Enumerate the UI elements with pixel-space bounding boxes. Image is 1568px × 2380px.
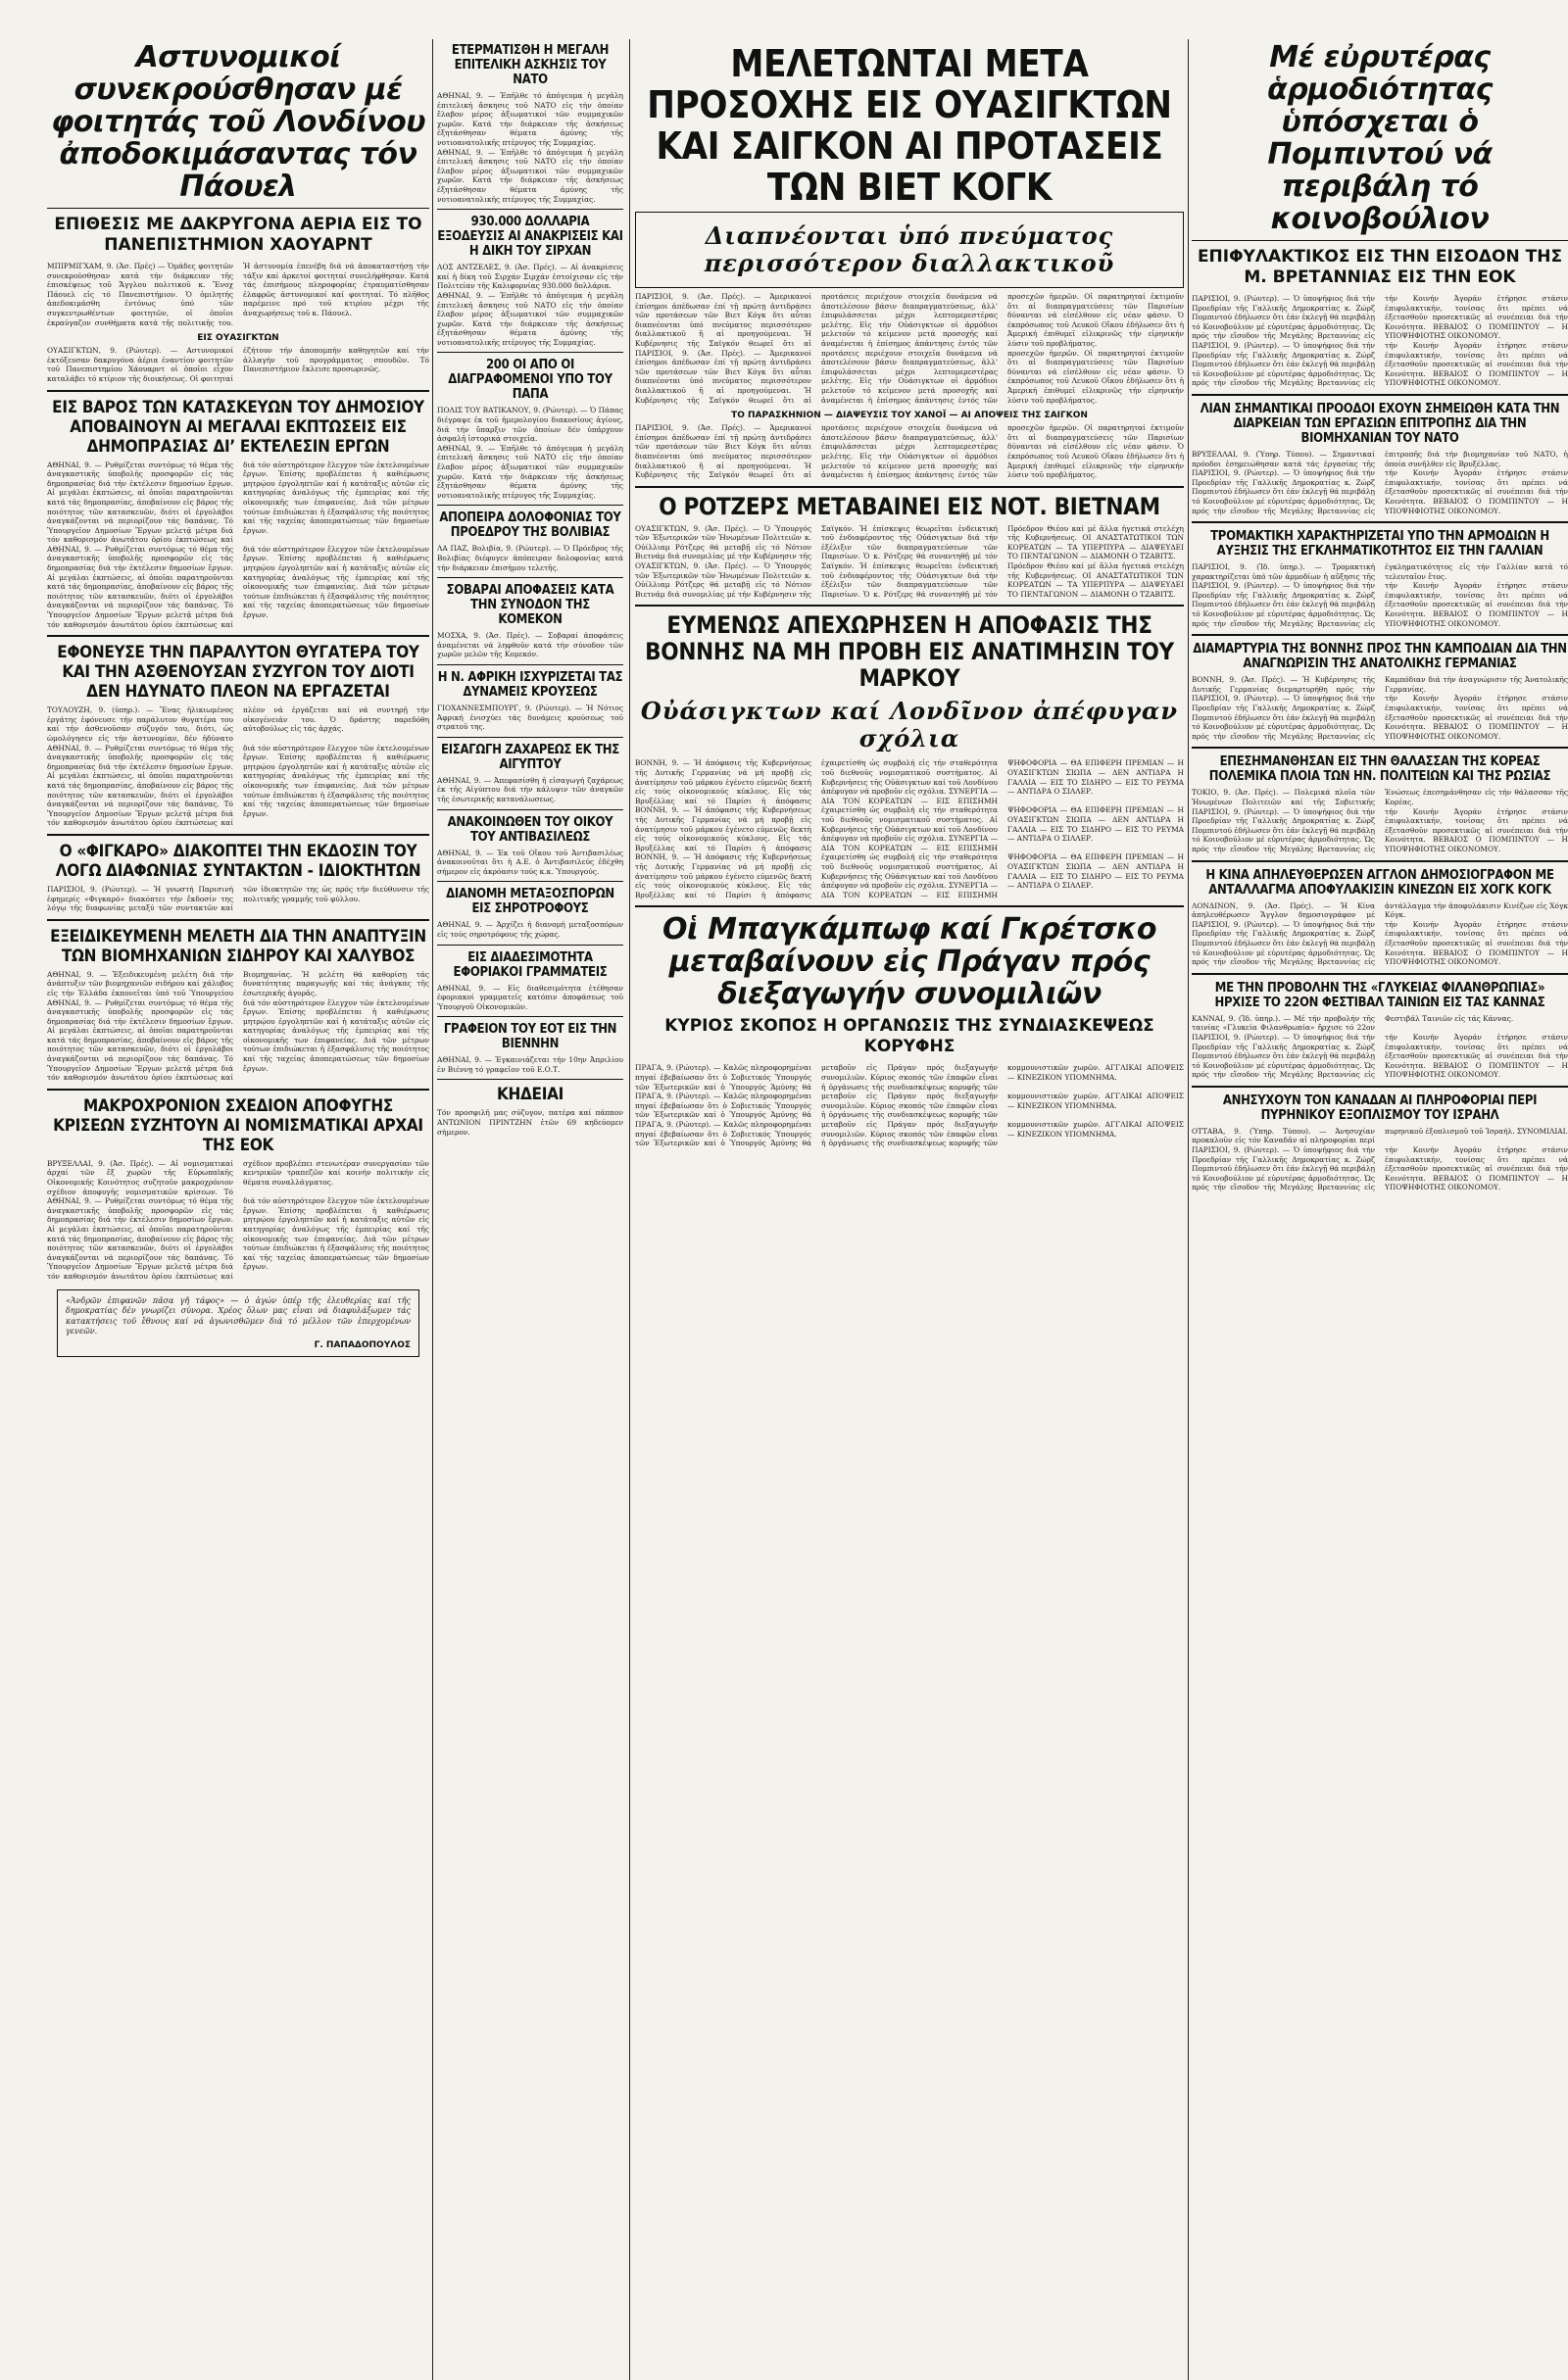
headline: Η ΚΙΝΑ ΑΠΗΛΕΥΘΕΡΩΣΕΝ ΑΓΓΛΟΝ ΔΗΜΟΣΙΟΓΡΑΦΟΝ ΜΕ ΑΝΤΑΛΛΑΓΜΑ ΑΠΟΦΥΛΑΚΙΣΙΝ ΚΙΝΕΖΩΝ ΕΙΣ ΧΟΓΚ ΚΟΓΚ (1205, 867, 1554, 898)
headline: 930.000 ΔΟΛΛΑΡΙΑ ΕΞΟΔΕΥΣΙΣ ΑΙ ΑΝΑΚΡΙΣΕΙΣ ΚΑΙ Η ΔΙΚΗ ΤΟΥ ΣΙΡΧΑΝ (437, 215, 623, 260)
deck: ΚΥΡΙΟΣ ΣΚΟΠΟΣ Η ΟΡΓΑΝΩΣΙΣ ΤΗΣ ΣΥΝΔΙΑΣΚΕΨΕΩΣ ΚΟΡΥΦΗΣ (664, 1016, 1154, 1057)
article-cannes (1192, 981, 1568, 1080)
article-body: ΤΟΚΙΟ, 9. (Ἀσ. Πρές). — Πολεμικά πλοῖα τῶν Ἡνωμένων Πολιτειῶν καί τῆς Σοβιετικῆς Ἑνώσεως ἐπεσημάνθησαν εἰς τήν θάλασσαν τῆς Κορέας. (1192, 788, 1568, 806)
article-body: ΛΟΣ ΑΝΤΖΕΛΕΣ, 9. (Ἀσ. Πρές). — Αἱ ἀνακρίσεις καί ἡ δίκη τοῦ Σιρχάν Σιρχάν ἐστοίχισαν εἰς τήν Πολιτείαν τῆς Καλιφορνίας 930.000 δολλάρια. (437, 263, 623, 291)
article-body: ΒΡΥΞΕΛΛΑΙ, 9. (Ἀσ. Πρές). — Αἱ νομισματικαί ἀρχαί τῶν ἕξ χωρῶν τῆς Εὐρωπαϊκῆς Οἰκονομικῆς Κοινότητος συζητοῦν μακροχρόνιον σχέδιον ἀποφυγῆς νομισματικῶν κρίσεων. Τό σχέδιον προβλέπει στενωτέραν συνεργασίαν τῶν κεντρικῶν τραπεζῶν καί κοινήν πολιτικήν εἰς θέματα συναλλάγματος. (47, 1158, 429, 1196)
column-rule (432, 39, 433, 2380)
article-murder (47, 643, 429, 828)
article-body: ΒΟΝΝΗ, 9. — Ἡ ἀπόφασις τῆς Κυβερνήσεως τῆς Δυτικῆς Γερμανίας νά μή προβῇ εἰς ἀνατίμησιν τοῦ μάρκου ἐγένετο εὐμενῶς δεκτή εἰς τούς οἰκονομικούς κύκλους. Εἰς τάς Βρυξέλλας καί τό Παρίσι ἡ ἀπόφασις ἐχαιρετίσθη ὡς συμβολή εἰς τήν σταθερότητα τοῦ διεθνοῦς νομισματικοῦ συστήματος. Αἱ Κυβερνήσεις τῆς Οὐάσιγκτων καί τοῦ Λονδίνου ἀπέφυγαν νά προβοῦν εἰς σχόλια. ΣΥΝΕΡΓΙΑ — ΔΙΑ ΤΟΝ ΚΟΡΕΑΤΩΝ — ΕΙΣ ΕΠΙΣΗΜΗ ΨΗΦΟΦΟΡΙΑ — ΘΑ ΕΠΙΦΕΡΗ ΠΡΕΜΙΑΝ — Η ΟΥΑΣΙΓΚΤΩΝ ΣΙΩΠΑ — ΔΕΝ ΑΝΤΙΔΡΑ Η ΓΑΛΛΙΑ — ΕΙΣ ΤΟ ΣΙΔΗΡΟ — ΕΙΣ ΤΟ ΡΕΥΜΑ — ΑΝΤΙΔΡΑ Ο ΣΙΛΛΕΡ. (635, 852, 1184, 899)
article-body: ΠΑΡΙΣΙΟΙ, 9. (Ρώυτερ). — Ὁ ὑποψήφιος διά τήν Προεδρίαν τῆς Γαλλικῆς Δημοκρατίας κ. Ζώρζ Πομπιντού ἐδήλωσεν ὅτι ἐάν ἐκλεγῇ θά περιβάλῃ τό Κοινοβούλιον μέ εὐρυτέρας ἁρμοδιότητας. Ὡς πρός τήν εἴσοδον τῆς Μεγάλης Βρεταννίας εἰς τήν Κοινήν Ἀγοράν ἐτήρησε στάσιν ἐπιφυλακτικήν, τονίσας ὅτι πρέπει νά ἐξετασθοῦν προσεκτικῶς αἱ συνέπειαι διά τήν Κοινότητα. ΒΕΒΑΙΟΣ Ο ΠΟΜΠΙΝΤΟΥ — Η ΥΠΟΨΗΦΙΟΤΗΣ ΟΙΚΟΝΟΜΟΥ. (1192, 340, 1568, 388)
headline: ΕΙΣ ΔΙΑΔΕΣΙΜΟΤΗΤΑ ΕΦΟΡΙΑΚΟΙ ΓΡΑΜΜΑΤΕΙΣ (453, 949, 608, 980)
article-public-works (47, 398, 429, 630)
article-body: ΠΑΡΙΣΙΟΙ, 9. (Ρώυτερ). — Ὁ ὑποψήφιος διά τήν Προεδρίαν τῆς Γαλλικῆς Δημοκρατίας κ. Ζώρζ Πομπιντού ἐδήλωσεν ὅτι ἐάν ἐκλεγῇ θά περιβάλῃ τό Κοινοβούλιον μέ εὐρυτέρας ἁρμοδιότητας. Ὡς πρός τήν εἴσοδον τῆς Μεγάλης Βρεταννίας εἰς τήν Κοινήν Ἀγοράν ἐτήρησε στάσιν ἐπιφυλακτικήν, τονίσας ὅτι πρέπει νά ἐξετασθοῦν προσεκτικῶς αἱ συνέπειαι διά τήν Κοινότητα. ΒΕΒΑΙΟΣ Ο ΠΟΜΠΙΝΤΟΥ — Η ΥΠΟΨΗΦΙΟΤΗΣ ΟΙΚΟΝΟΜΟΥ. (1192, 1145, 1568, 1192)
article-bonn-mark (635, 612, 1184, 899)
column-4 (1192, 39, 1568, 2380)
article-body: ΟΥΑΣΙΓΚΤΩΝ, 9. (Ἀσ. Πρές). — Ὁ Ὑπουργός τῶν Ἐξωτερικῶν τῶν Ἡνωμένων Πολιτειῶν κ. Οὐίλλιαμ Ρότζερς θά μεταβῇ εἰς τό Νότιον Βιετνάμ διά συνομιλίας μέ τήν Κυβέρνησιν τῆς Σαϊγκόν. Ἡ ἐπίσκεψις θεωρεῖται ἐνδεικτική τοῦ ἐνδιαφέροντος τῆς Οὐάσιγκτων διά τήν ἐξέλιξιν τῶν διαπραγματεύσεων τῶν Παρισίων. Ὁ κ. Ρότζερς θά συναντηθῇ μέ τόν Πρόεδρον Θιέου καί μέ ἄλλα ἡγετικά στελέχη τῆς Κυβερνήσεως. ΟΙ ΑΝΑΣΤΑΤΩΤΙΚΟΙ ΤΩΝ ΚΟΡΕΑΤΩΝ — ΤΑ ΥΠΕΡΠΥΡΑ — ΔΙΑΨΕΥΔΕΙ ΤΟ ΠΕΝΤΑΓΩΝΟΝ — ΔΙΑΜΟΝΗ Ο ΤΖΑΒΙΤΣ. (635, 561, 1184, 599)
article-body: ΑΘΗΝΑΙ, 9. — Ἀπεφασίσθη ἡ εἰσαγωγή ζαχάρεως ἐκ τῆς Αἰγύπτου διά τήν κάλυψιν τῶν ἀναγκῶν τῆς ἐσωτερικῆς κατανάλωσεως. (437, 775, 623, 803)
headline: ΓΡΑΦΕΙΟΝ ΤΟΥ ΕΟΤ ΕΙΣ ΤΗΝ ΒΙΕΝΝΗΝ (443, 1022, 617, 1052)
deck: ΕΠΙΘΕΣΙΣ ΜΕ ΔΑΚΡΥΓΟΝΑ ΑΕΡΙΑ ΕΙΣ ΤΟ ΠΑΝΕΠΙΣΤΗΜΙΟΝ ΧΑΟΥΑΡΝΤ (54, 215, 422, 255)
article-tax (437, 950, 623, 1012)
article-sugar (437, 743, 623, 804)
deck: Οὐάσιγκτων καί Λονδῖνον ἀπέφυγαν σχόλια (640, 697, 1179, 753)
article-funeral (437, 1085, 623, 1137)
article-body: ΛΟΝΔΙΝΟΝ, 9. (Ἀσ. Πρές). — Ἡ Κίνα ἀπηλευθέρωσεν Ἄγγλον δημοσιογράφον μέ ἀντάλλαγμα τήν ἀποφυλάκισιν Κινέζων εἰς Χόγκ Κόγκ. (1192, 900, 1568, 920)
article-canada (1192, 1093, 1568, 1192)
article-body: ΑΘΗΝΑΙ, 9. — Ρυθμίζεται συντόμως τό θέμα τῆς ἀναγκαστικῆς ὑποβολῆς προσφορῶν εἰς τάς δημοπρασίας διά τήν ἐκτέλεσιν δημοσίων ἔργων. Αἱ μεγάλαι ἐκπτώσεις, αἱ ὁποῖαι παρατηροῦνται κατά τάς δημοπρασίας, ἀποβαίνουν εἰς βάρος τῆς ποιότητος τῶν κατασκευῶν, διότι οἱ ἐργολάβοι ἀναγκάζονται νά περιορίζουν τάς δαπάνας. Τό Ὑπουργεῖον Δημοσίων Ἔργων μελετᾷ μέτρα διά τόν καθορισμόν ἀνωτάτου ὁρίου ἐκπτώσεως καί διά τόν αὐστηρότερον ἔλεγχον τῶν ἐκτελουμένων ἔργων. Ἐπίσης προβλέπεται ἡ καθιέρωσις μητρῴου ἐργοληπτῶν καί ἡ κατάταξις αὐτῶν εἰς κατηγορίας ἀναλόγως τῆς ἐμπειρίας καί τῆς οἰκονομικῆς των ἐπιφανείας. Διά τῶν μέτρων τούτων ἐπιδιώκεται ἡ ἐξασφάλισις τῆς ποιότητος καί τῆς ταχείας ἀποπερατώσεως τῶν δημοσίων ἔργων. (47, 743, 429, 828)
article-body: ΑΘΗΝΑΙ, 9. — Εἰς διαθεσιμότητα ἐτέθησαν ἐφοριακοί γραμματεῖς κατόπιν ἀποφάσεως τοῦ Ὑπουργοῦ Οἰκονομικῶν. (437, 983, 623, 1011)
headline: ΛΙΑΝ ΣΗΜΑΝΤΙΚΑΙ ΠΡΟΟΔΟΙ ΕΧΟΥΝ ΣΗΜΕΙΩΘΗ ΚΑΤΑ ΤΗΝ ΔΙΑΡΚΕΙΑΝ ΤΩΝ ΕΡΓΑΣΙΩΝ ΕΠΙΤΡΟΠΗΣ ΔΙΑ ΤΗΝ ΒΙΟΜΗΧΑΝΙΑΝ ΤΟΥ ΝΑΤΟ (1200, 401, 1560, 446)
article-pope (437, 358, 623, 500)
article-body: ΑΘΗΝΑΙ, 9. — Ρυθμίζεται συντόμως τό θέμα τῆς ἀναγκαστικῆς ὑποβολῆς προσφορῶν εἰς τάς δημοπρασίας διά τήν ἐκτέλεσιν δημοσίων ἔργων. Αἱ μεγάλαι ἐκπτώσεις, αἱ ὁποῖαι παρατηροῦνται κατά τάς δημοπρασίας, ἀποβαίνουν εἰς βάρος τῆς ποιότητος τῶν κατασκευῶν, διότι οἱ ἐργολάβοι ἀναγκάζονται νά περιορίζουν τάς δαπάνας. Τό Ὑπουργεῖον Δημοσίων Ἔργων μελετᾷ μέτρα διά τόν καθορισμόν ἀνωτάτου ὁρίου ἐκπτώσεως καί διά τόν αὐστηρότερον ἔλεγχον τῶν ἐκτελουμένων ἔργων. Ἐπίσης προβλέπεται ἡ καθιέρωσις μητρῴου ἐργοληπτῶν καί ἡ κατάταξις αὐτῶν εἰς κατηγορίας ἀναλόγως τῆς ἐμπειρίας καί τῆς οἰκονομικῆς των ἐπιφανείας. Διά τῶν μέτρων τούτων ἐπιδιώκεται ἡ ἐξασφάλισις τῆς ποιότητος καί τῆς ταχείας ἀποπερατώσεως τῶν δημοσίων ἔργων. (47, 460, 429, 545)
headline: ΜΕ ΤΗΝ ΠΡΟΒΟΛΗΝ ΤΗΣ «ΓΛΥΚΕΙΑΣ ΦΙΛΑΝΘΡΩΠΙΑΣ» ΗΡΧΙΣΕ ΤΟ 22ΟΝ ΦΕΣΤΙΒΑΛ ΤΑΙΝΙΩΝ ΕΙΣ ΤΑΣ ΚΑΝΝΑΣ (1214, 980, 1545, 1010)
article-body: ΠΑΡΙΣΙΟΙ, 9. (Ρώυτερ). — Ὁ ὑποψήφιος διά τήν Προεδρίαν τῆς Γαλλικῆς Δημοκρατίας κ. Ζώρζ Πομπιντού ἐδήλωσεν ὅτι ἐάν ἐκλεγῇ θά περιβάλῃ τό Κοινοβούλιον μέ εὐρυτέρας ἁρμοδιότητας. Ὡς πρός τήν εἴσοδον τῆς Μεγάλης Βρεταννίας εἰς τήν Κοινήν Ἀγοράν ἐτήρησε στάσιν ἐπιφυλακτικήν, τονίσας ὅτι πρέπει νά ἐξετασθοῦν προσεκτικῶς αἱ συνέπειαι διά τήν Κοινότητα. ΒΕΒΑΙΟΣ Ο ΠΟΜΠΙΝΤΟΥ — Η ΥΠΟΨΗΦΙΟΤΗΣ ΟΙΚΟΝΟΜΟΥ. (1192, 694, 1568, 741)
article-body: ΠΑΡΙΣΙΟΙ, 9. (Ρώυτερ). — Ὁ ὑποψήφιος διά τήν Προεδρίαν τῆς Γαλλικῆς Δημοκρατίας κ. Ζώρζ Πομπιντού ἐδήλωσεν ὅτι ἐάν ἐκλεγῇ θά περιβάλῃ τό Κοινοβούλιον μέ εὐρυτέρας ἁρμοδιότητας. Ὡς πρός τήν εἴσοδον τῆς Μεγάλης Βρεταννίας εἰς τήν Κοινήν Ἀγοράν ἐτήρησε στάσιν ἐπιφυλακτικήν, τονίσας ὅτι πρέπει νά ἐξετασθοῦν προσεκτικῶς αἱ συνέπειαι διά τήν Κοινότητα. ΒΕΒΑΙΟΣ Ο ΠΟΜΠΙΝΤΟΥ — Η ΥΠΟΨΗΦΙΟΤΗΣ ΟΙΚΟΝΟΜΟΥ. (1192, 806, 1568, 853)
article-body: ΟΥΑΣΙΓΚΤΩΝ, 9. (Ρώυτερ). — Αστυνομικοί ἐκτόξευσαν δακρυγόνα ἀέρια ἐναντίον φοιτητῶν τοῦ Πανεπιστημίου Χάουαρντ οἱ ὁποῖοι εἶχον καταλάβει τό κτίριον τῆς διοικήσεως. Οἱ φοιτηταί ἐζήτουν τήν ἀποπομπήν καθηγητῶν καί τήν ἀλλαγήν τοῦ προγράμματος σπουδῶν. Τό Πανεπιστήμιον ἔκλεισε προσωρινῶς. (47, 346, 429, 383)
headline: ΑΝΗΣΥΧΟΥΝ ΤΟΝ ΚΑΝΑΔΑΝ ΑΙ ΠΛΗΡΟΦΟΡΙΑΙ ΠΕΡΙ ΠΥΡΗΝΙΚΟΥ ΕΞΟΠΛΙΣΜΟΥ ΤΟΥ ΙΣΡΑΗΛ (1222, 1093, 1538, 1123)
deck: Διαπνέονται ὑπό πνεύματος περισσότερον διαλλακτικοῦ (704, 221, 1115, 277)
article-body: ΠΑΡΙΣΙΟΙ, 9. (Ἀσ. Πρές). — Ἀμερικανοί ἐπίσημοι ἀπέδωσαν ἐπί τῇ πρώτῃ ἀντιδράσει τῶν προτάσεων τῶν Βιετ Κόγκ ὅτι αὗται διαπνέονται ὑπό πνεύματος περισσότερον διαλλακτικοῦ ἤ αἱ προηγούμεναι. Ἡ Κυβέρνησις τῆς Σαϊγκόν θεωρεῖ ὅτι αἱ προτάσεις περιέχουν στοιχεῖα δυνάμενα νά ἀποτελέσουν βάσιν διαπραγματεύσεως, ἀλλ' ἐπιφυλάσσεται μέχρι λεπτομερεστέρας μελέτης. Εἰς τήν Οὐάσιγκτων οἱ ἁρμόδιοι μελετοῦν τό κείμενον μετά προσοχῆς καί ἀναμένεται ἡ ἐπίσημος ἀπάντησις ἐντός τῶν προσεχῶν ἡμερῶν. Οἱ παρατηρηταί ἐκτιμοῦν ὅτι αἱ διαπραγματεύσεις τῶν Παρισίων δύνανται νά εἰσέλθουν εἰς νέαν φάσιν. Ὁ ἐκπρόσωπος τοῦ Λευκοῦ Οἴκου ἐδήλωσεν ὅτι ἡ Ἀμερική ἐπιθυμεῖ εἰλικρινῶς τήν εἰρηνικήν λύσιν τοῦ προβλήματος. (635, 423, 1184, 480)
article-body: ΑΘΗΝΑΙ, 9. — Ἐπῆλθε τό ἀπόγευμα ἡ μεγάλη ἐπιτελική ἄσκησις τοῦ ΝΑΤΟ εἰς τήν ὁποίαν ἔλαβον μέρος ἀξιωματικοί τῶν συμμαχικῶν χωρῶν. Κατά τήν διάρκειαν τῆς ἀσκήσεως ἐξητάσθησαν θέματα ἀμύνης τῆς νοτιοανατολικῆς πτέρυγος τῆς Συμμαχίας. (437, 443, 623, 500)
article-body: ΓΙΟΧΑΝΝΕΣΜΠΟΥΡΓ, 9. (Ρώυτερ). — Ἡ Νότιος Ἀφρική ἐνισχύει τάς δυνάμεις κρούσεως τοῦ στρατοῦ της. (437, 703, 623, 732)
headline: ΑΠΟΠΕΙΡΑ ΔΟΛΟΦΟΝΙΑΣ ΤΟΥ ΠΡΟΕΔΡΟΥ ΤΗΣ ΒΟΛΙΒΙΑΣ (439, 510, 621, 541)
headline: Οἱ Μπαγκάμπωφ καί Γκρέτσκο μεταβαίνουν εἰς Πράγαν πρός διεξαγωγήν συνομιλιῶν (662, 912, 1157, 1012)
headline: ΑΝΑΚΟΙΝΩΘΕΝ ΤΟΥ ΟΙΚΟΥ ΤΟΥ ΑΝΤΙΒΑΣΙΛΕΩΣ (447, 814, 613, 845)
article-sirhan (437, 215, 623, 347)
quote-box (57, 1289, 419, 1357)
headline: Μέ εὐρυτέρας ἁρμοδιότητας ὑπόσχεται ὁ Πομπιντού νά περιβάλη τό κοινοβούλιον (1267, 40, 1493, 236)
signature: Γ. ΠΑΠΑΔΟΠΟΥΛΟΣ (314, 1339, 411, 1350)
quote-text: «Ἀνδρῶν ἐπιφανῶν πᾶσα γῆ τάφος» — ὁ ἀγών ὑπέρ τῆς ἐλευθερίας καί τῆς δημοκρατίας δέν γνωρίζει σύνορα. Χρέος ὅλων μας εἶναι νά διαφυλάξωμεν τάς κατακτήσεις τοῦ ἔθνους καί νά ἀγωνισθῶμεν διά τό μέλλον τῶν ἐπερχομένων γενεῶν. (66, 1295, 411, 1336)
article-body: ΠΑΡΙΣΙΟΙ, 9. (Ρώυτερ). — Ἡ γνωστή Παρισινή ἐφημερίς «Φιγκαρό» διακόπτει τήν ἔκδοσίν της λόγῳ τῆς διαφωνίας μεταξύ τῶν συντακτῶν καί τῶν ἰδιοκτητῶν της ὡς πρός τήν διεύθυνσιν τῆς πολιτικῆς γραμμῆς τοῦ φύλλου. (47, 884, 429, 913)
article-south-africa (437, 670, 623, 732)
article-body: ΑΘΗΝΑΙ, 9. — Ἐπῆλθε τό ἀπόγευμα ἡ μεγάλη ἐπιτελική ἄσκησις τοῦ ΝΑΤΟ εἰς τήν ὁποίαν ἔλαβον μέρος ἀξιωματικοί τῶν συμμαχικῶν χωρῶν. Κατά τήν διάρκειαν τῆς ἀσκήσεως ἐξητάσθησαν θέματα ἀμύνης τῆς νοτιοανατολικῆς πτέρυγος τῆς Συμμαχίας. (437, 147, 623, 204)
headline: ΚΗΔΕΙΑΙ (496, 1085, 564, 1105)
headline: ΔΙΑΝΟΜΗ ΜΕΤΑΞΟΣΠΟΡΩΝ ΕΙΣ ΣΗΡΟΤΡΟΦΟΥΣ (446, 887, 614, 917)
headline: ΕΙΣ ΒΑΡΟΣ ΤΩΝ ΚΑΤΑΣΚΕΥΩΝ ΤΟΥ ΔΗΜΟΣΙΟΥ ΑΠΟΒΑΙΝΟΥΝ ΑΙ ΜΕΓΑΛΑΙ ΕΚΠΤΩΣΕΙΣ ΕΙΣ ΔΗΜΟΠΡΑΣΙΑΣ ΔΙ’ ΕΚΤΕΛΕΣΙΝ ΕΡΓΩΝ (52, 397, 424, 457)
article-body: ΑΘΗΝΑΙ, 9. — Ἐξειδικευμένη μελέτη διά τήν ἀνάπτυξιν τῶν βιομηχανιῶν σιδήρου καί χάλυβος εἰς τήν Ἑλλάδα ἐκπονεῖται ὑπό τοῦ Ὑπουργείου Βιομηχανίας. Ἡ μελέτη θά καθορίσῃ τάς δυνατότητας παραγωγῆς καί τάς ἀνάγκας τῆς ἐσωτερικῆς ἀγορᾶς. (47, 969, 429, 997)
article-body: ΠΑΡΙΣΙΟΙ, 9. (Ρώυτερ). — Ὁ ὑποψήφιος διά τήν Προεδρίαν τῆς Γαλλικῆς Δημοκρατίας κ. Ζώρζ Πομπιντού ἐδήλωσεν ὅτι ἐάν ἐκλεγῇ θά περιβάλῃ τό Κοινοβούλιον μέ εὐρυτέρας ἁρμοδιότητας. Ὡς πρός τήν εἴσοδον τῆς Μεγάλης Βρεταννίας εἰς τήν Κοινήν Ἀγοράν ἐτήρησε στάσιν ἐπιφυλακτικήν, τονίσας ὅτι πρέπει νά ἐξετασθοῦν προσεκτικῶς αἱ συνέπειαι διά τήν Κοινότητα. ΒΕΒΑΙΟΣ Ο ΠΟΜΠΙΝΤΟΥ — Η ΥΠΟΨΗΦΙΟΤΗΣ ΟΙΚΟΝΟΜΟΥ. (1192, 919, 1568, 967)
article-rogers (635, 494, 1184, 600)
article-bolivia (437, 510, 623, 572)
article-eot (437, 1022, 623, 1074)
headline: ΣΟΒΑΡΑΙ ΑΠΟΦΑΣΕΙΣ ΚΑΤΑ ΤΗΝ ΣΥΝΟΔΟΝ ΤΗΣ ΚΟΜΕΚΟΝ (446, 583, 614, 628)
article-body: ΑΘΗΝΑΙ, 9. — Ρυθμίζεται συντόμως τό θέμα τῆς ἀναγκαστικῆς ὑποβολῆς προσφορῶν εἰς τάς δημοπρασίας διά τήν ἐκτέλεσιν δημοσίων ἔργων. Αἱ μεγάλαι ἐκπτώσεις, αἱ ὁποῖαι παρατηροῦνται κατά τάς δημοπρασίας, ἀποβαίνουν εἰς βάρος τῆς ποιότητος τῶν κατασκευῶν, διότι οἱ ἐργολάβοι ἀναγκάζονται νά περιορίζουν τάς δαπάνας. Τό Ὑπουργεῖον Δημοσίων Ἔργων μελετᾷ μέτρα διά τόν καθορισμόν ἀνωτάτου ὁρίου ἐκπτώσεως καί διά τόν αὐστηρότερον ἔλεγχον τῶν ἐκτελουμένων ἔργων. Ἐπίσης προβλέπεται ἡ καθιέρωσις μητρῴου ἐργοληπτῶν καί ἡ κατάταξις αὐτῶν εἰς κατηγορίας ἀναλόγως τῆς ἐμπειρίας καί τῆς οἰκονομικῆς των ἐπιφανείας. Διά τῶν μέτρων τούτων ἐπιδιώκεται ἡ ἐξασφάλισις τῆς ποιότητος καί τῆς ταχείας ἀποπερατώσεως τῶν δημοσίων ἔργων. (47, 1196, 429, 1281)
article-nato (437, 43, 623, 204)
headline: ΕΞΕΙΔΙΚΕΥΜΕΝΗ ΜΕΛΕΤΗ ΔΙΑ ΤΗΝ ΑΝΑΠΤΥΞΙΝ ΤΩΝ ΒΙΟΜΗΧΑΝΙΩΝ ΣΙΔΗΡΟΥ ΚΑΙ ΧΑΛΥΒΟΣ (50, 926, 426, 966)
headline: Αστυνομικοί συνεκρούσθησαν μέ φοιτητάς τοῦ Λονδίνου ἀποδοκιμάσαντας τόν Πάουελ (50, 40, 426, 204)
article-nato-industry (1192, 402, 1568, 515)
article-body: ΠΡΑΓΑ, 9. (Ρώυτερ). — Καλῶς πληροφορημέναι πηγαί ἐβεβαίωσαν ὅτι ὁ Σοβιετικός Ὑπουργός τῶν Ἐξωτερικῶν καί ὁ Ὑπουργός Ἀμύνης θά μεταβοῦν εἰς Πράγαν πρός διεξαγωγήν συνομιλιῶν. Κύριος σκοπός τῶν ἐπαφῶν εἶναι ἡ ὀργάνωσις τῆς συνδιασκέψεως κορυφῆς τῶν κομμουνιστικῶν χωρῶν. ΑΓΓΛΙΚΑΙ ΑΠΟΨΕΙΣ — ΚΙΝΕΖΙΚΟΝ ΥΠΟΜΝΗΜΑ. (635, 1092, 1184, 1120)
article-body: ΒΟΝΝΗ, 9. — Ἡ ἀπόφασις τῆς Κυβερνήσεως τῆς Δυτικῆς Γερμανίας νά μή προβῇ εἰς ἀνατίμησιν τοῦ μάρκου ἐγένετο εὐμενῶς δεκτή εἰς τούς οἰκονομικούς κύκλους. Εἰς τάς Βρυξέλλας καί τό Παρίσι ἡ ἀπόφασις ἐχαιρετίσθη ὡς συμβολή εἰς τήν σταθερότητα τοῦ διεθνοῦς νομισματικοῦ συστήματος. Αἱ Κυβερνήσεις τῆς Οὐάσιγκτων καί τοῦ Λονδίνου ἀπέφυγαν νά προβοῦν εἰς σχόλια. ΣΥΝΕΡΓΙΑ — ΔΙΑ ΤΟΝ ΚΟΡΕΑΤΩΝ — ΕΙΣ ΕΠΙΣΗΜΗ ΨΗΦΟΦΟΡΙΑ — ΘΑ ΕΠΙΦΕΡΗ ΠΡΕΜΙΑΝ — Η ΟΥΑΣΙΓΚΤΩΝ ΣΙΩΠΑ — ΔΕΝ ΑΝΤΙΔΡΑ Η ΓΑΛΛΙΑ — ΕΙΣ ΤΟ ΣΙΔΗΡΟ — ΕΙΣ ΤΟ ΡΕΥΜΑ — ΑΝΤΙΔΡΑ Ο ΣΙΛΛΕΡ. (635, 758, 1184, 805)
article-figaro (47, 842, 429, 913)
article-eec (47, 1096, 429, 1282)
article-body: ΠΑΡΙΣΙΟΙ, 9. (Ρώυτερ). — Ὁ ὑποψήφιος διά τήν Προεδρίαν τῆς Γαλλικῆς Δημοκρατίας κ. Ζώρζ Πομπιντού ἐδήλωσεν ὅτι ἐάν ἐκλεγῇ θά περιβάλῃ τό Κοινοβούλιον μέ εὐρυτέρας ἁρμοδιότητας. Ὡς πρός τήν εἴσοδον τῆς Μεγάλης Βρεταννίας εἰς τήν Κοινήν Ἀγοράν ἐτήρησε στάσιν ἐπιφυλακτικήν, τονίσας ὅτι πρέπει νά ἐξετασθοῦν προσεκτικῶς αἱ συνέπειαι διά τήν Κοινότητα. ΒΕΒΑΙΟΣ Ο ΠΟΜΠΙΝΤΟΥ — Η ΥΠΟΨΗΦΙΟΤΗΣ ΟΙΚΟΝΟΜΟΥ. (1192, 581, 1568, 628)
article-body: ΟΤΤΑΒΑ, 9. (Ὑπηρ. Τύπου). — Ἀνησυχίαν προκαλοῦν εἰς τόν Καναδᾶν αἱ πληροφορίαι περί πυρηνικοῦ ἐξοπλισμοῦ τοῦ Ἰσραήλ. ΣΥΝΟΜΙΛΙΑΙ. (1192, 1126, 1568, 1145)
headline: ΜΕΛΕΤΩΝΤΑΙ ΜΕΤΑ ΠΡΟΣΟΧΗΣ ΕΙΣ ΟΥΑΣΙΓΚΤΩΝ ΚΑΙ ΣΑΙΓΚΟΝ ΑΙ ΠΡΟΤΑΣΕΙΣ ΤΩΝ ΒΙΕΤ ΚΟΓΚ (647, 42, 1172, 209)
headline: ΔΙΑΜΑΡΤΥΡΙΑ ΤΗΣ ΒΟΝΝΗΣ ΠΡΟΣ ΤΗΝ ΚΑΜΠΟΔΙΑΝ ΔΙΑ ΤΗΝ ΑΝΑΓΝΩΡΙΣΙΝ ΤΗΣ ΑΝΑΤΟΛΙΚΗΣ ΓΕΡΜΑΝΙΑΣ (1193, 642, 1567, 672)
article-body: ΑΘΗΝΑΙ, 9. — Ρυθμίζεται συντόμως τό θέμα τῆς ἀναγκαστικῆς ὑποβολῆς προσφορῶν εἰς τάς δημοπρασίας διά τήν ἐκτέλεσιν δημοσίων ἔργων. Αἱ μεγάλαι ἐκπτώσεις, αἱ ὁποῖαι παρατηροῦνται κατά τάς δημοπρασίας, ἀποβαίνουν εἰς βάρος τῆς ποιότητος τῶν κατασκευῶν, διότι οἱ ἐργολάβοι ἀναγκάζονται νά περιορίζουν τάς δαπάνας. Τό Ὑπουργεῖον Δημοσίων Ἔργων μελετᾷ μέτρα διά τόν καθορισμόν ἀνωτάτου ὁρίου ἐκπτώσεως καί διά τόν αὐστηρότερον ἔλεγχον τῶν ἐκτελουμένων ἔργων. Ἐπίσης προβλέπεται ἡ καθιέρωσις μητρῴου ἐργοληπτῶν καί ἡ κατάταξις αὐτῶν εἰς κατηγορίας ἀναλόγως τῆς ἐμπειρίας καί τῆς οἰκονομικῆς των ἐπιφανείας. Διά τῶν μέτρων τούτων ἐπιδιώκεται ἡ ἐξασφάλισις τῆς ποιότητος καί τῆς ταχείας ἀποπερατώσεως τῶν δημοσίων ἔργων. (47, 997, 429, 1083)
article-body: ΠΟΛΙΣ ΤΟΥ ΒΑΤΙΚΑΝΟΥ, 9. (Ρώυτερ). — Ὁ Πάπας διέγραψε ἐκ τοῦ ἡμερολογίου διακοσίους ἁγίους, διά τήν ὕπαρξιν τῶν ὁποίων δέν ὑπάρχουν ἀσφαλῆ ἱστορικά στοιχεῖα. (437, 406, 623, 444)
article-body: ΠΑΡΙΣΙΟΙ, 9. (Ρώυτερ). — Ὁ ὑποψήφιος διά τήν Προεδρίαν τῆς Γαλλικῆς Δημοκρατίας κ. Ζώρζ Πομπιντού ἐδήλωσεν ὅτι ἐάν ἐκλεγῇ θά περιβάλῃ τό Κοινοβούλιον μέ εὐρυτέρας ἁρμοδιότητας. Ὡς πρός τήν εἴσοδον τῆς Μεγάλης Βρεταννίας εἰς τήν Κοινήν Ἀγοράν ἐτήρησε στάσιν ἐπιφυλακτικήν, τονίσας ὅτι πρέπει νά ἐξετασθοῦν προσεκτικῶς αἱ συνέπειαι διά τήν Κοινότητα. ΒΕΒΑΙΟΣ Ο ΠΟΜΠΙΝΤΟΥ — Η ΥΠΟΨΗΦΙΟΤΗΣ ΟΙΚΟΝΟΜΟΥ. (1192, 1032, 1568, 1080)
column-rule (1188, 39, 1189, 2380)
article-body: ΤΟΥΛΟΥΖΗ, 9. (ὑπηρ.). — Ἕνας ἡλικιωμένος ἐργάτης ἐφόνευσε τήν παράλυτον θυγατέρα του καί τήν ἀσθενοῦσαν σύζυγόν του, διότι, ὡς ὡμολόγησεν εἰς τήν ἀστυνομίαν, δέν ἠδύνατο πλέον νά ἐργάζεται καί νά συντηρῇ τήν οἰκογένειάν του. Ὁ δράστης παρεδόθη αὐτοβούλως εἰς τάς ἀρχάς. (47, 705, 429, 743)
article-body: ΟΥΑΣΙΓΚΤΩΝ, 9. (Ἀσ. Πρές). — Ὁ Ὑπουργός τῶν Ἐξωτερικῶν τῶν Ἡνωμένων Πολιτειῶν κ. Οὐίλλιαμ Ρότζερς θά μεταβῇ εἰς τό Νότιον Βιετνάμ διά συνομιλίας μέ τήν Κυβέρνησιν τῆς Σαϊγκόν. Ἡ ἐπίσκεψις θεωρεῖται ἐνδεικτική τοῦ ἐνδιαφέροντος τῆς Οὐάσιγκτων διά τήν ἐξέλιξιν τῶν διαπραγματεύσεων τῶν Παρισίων. Ὁ κ. Ρότζερς θά συναντηθῇ μέ τόν Πρόεδρον Θιέου καί μέ ἄλλα ἡγετικά στελέχη τῆς Κυβερνήσεως. ΟΙ ΑΝΑΣΤΑΤΩΤΙΚΟΙ ΤΩΝ ΚΟΡΕΑΤΩΝ — ΤΑ ΥΠΕΡΠΥΡΑ — ΔΙΑΨΕΥΔΕΙ ΤΟ ΠΕΝΤΑΓΩΝΟΝ — ΔΙΑΜΟΝΗ Ο ΤΖΑΒΙΤΣ. (635, 523, 1184, 561)
column-1 (47, 39, 429, 2380)
article-body: ΠΑΡΙΣΙΟΙ, 9. (Ρώυτερ). — Ὁ ὑποψήφιος διά τήν Προεδρίαν τῆς Γαλλικῆς Δημοκρατίας κ. Ζώρζ Πομπιντού ἐδήλωσεν ὅτι ἐάν ἐκλεγῇ θά περιβάλῃ τό Κοινοβούλιον μέ εὐρυτέρας ἁρμοδιότητας. Ὡς πρός τήν εἴσοδον τῆς Μεγάλης Βρεταννίας εἰς τήν Κοινήν Ἀγοράν ἐτήρησε στάσιν ἐπιφυλακτικήν, τονίσας ὅτι πρέπει νά ἐξετασθοῦν προσεκτικῶς αἱ συνέπειαι διά τήν Κοινότητα. ΒΕΒΑΙΟΣ Ο ΠΟΜΠΙΝΤΟΥ — Η ΥΠΟΨΗΦΙΟΤΗΣ ΟΙΚΟΝΟΜΟΥ. (1192, 468, 1568, 515)
headline: Η Ν. ΑΦΡΙΚΗ ΙΣΧΥΡΙΖΕΤΑΙ ΤΑΣ ΔΥΝΑΜΕΙΣ ΚΡΟΥΣΕΩΣ (437, 669, 623, 700)
deck: ΕΠΙΦΥΛΑΚΤΙΚΟΣ ΕΙΣ ΤΗΝ ΕΙΣΟΔΟΝ ΤΗΣ Μ. ΒΡΕΤΑΝΝΙΑΣ ΕΙΣ ΤΗΝ ΕΟΚ (1197, 247, 1563, 287)
article-korea (1192, 754, 1568, 853)
article-powell (47, 41, 429, 384)
article-viet-cong (635, 43, 1184, 480)
article-body: ΑΘΗΝΑΙ, 9. — Ἐγκαινιάζεται τήν 10ην Ἀπριλίου ἐν Βιέννῃ τό γραφεῖον τοῦ Ε.Ο.Τ. (437, 1055, 623, 1074)
subhead: ΤΟ ΠΑΡΑΣΚΗΝΙΟΝ — ΔΙΑΨΕΥΣΙΣ ΤΟΥ ΧΑΝΟΪ — ΑΙ ΑΠΟΨΕΙΣ ΤΗΣ ΣΑΙΓΚΟΝ (731, 411, 1088, 421)
article-komekon (437, 583, 623, 659)
article-prague (635, 913, 1184, 1147)
article-body: ΜΟΣΧΑ, 9. (Ἀσ. Πρές). — Σοβαραί ἀποφάσεις ἀναμένεται νά ληφθοῦν κατά τήν σύνοδον τῶν χωρῶν μελῶν τῆς Κομεκόν. (437, 631, 623, 659)
headline: ΕΤΕΡΜΑΤΙΣΘΗ Η ΜΕΓΑΛΗ ΕΠΙΤΕΛΙΚΗ ΑΣΚΗΣΙΣ ΤΟΥ ΝΑΤΟ (451, 43, 610, 87)
article-steel (47, 927, 429, 1083)
article-silk (437, 887, 623, 939)
article-body: ΒΟΝΝΗ, 9. — Ἡ ἀπόφασις τῆς Κυβερνήσεως τῆς Δυτικῆς Γερμανίας νά μή προβῇ εἰς ἀνατίμησιν τοῦ μάρκου ἐγένετο εὐμενῶς δεκτή εἰς τούς οἰκονομικούς κύκλους. Εἰς τάς Βρυξέλλας καί τό Παρίσι ἡ ἀπόφασις ἐχαιρετίσθη ὡς συμβολή εἰς τήν σταθερότητα τοῦ διεθνοῦς νομισματικοῦ συστήματος. Αἱ Κυβερνήσεις τῆς Οὐάσιγκτων καί τοῦ Λονδίνου ἀπέφυγαν νά προβοῦν εἰς σχόλια. ΣΥΝΕΡΓΙΑ — ΔΙΑ ΤΟΝ ΚΟΡΕΑΤΩΝ — ΕΙΣ ΕΠΙΣΗΜΗ ΨΗΦΟΦΟΡΙΑ — ΘΑ ΕΠΙΦΕΡΗ ΠΡΕΜΙΑΝ — Η ΟΥΑΣΙΓΚΤΩΝ ΣΙΩΠΑ — ΔΕΝ ΑΝΤΙΔΡΑ Η ΓΑΛΛΙΑ — ΕΙΣ ΤΟ ΣΙΔΗΡΟ — ΕΙΣ ΤΟ ΡΕΥΜΑ — ΑΝΤΙΔΡΑ Ο ΣΙΛΛΕΡ. (635, 805, 1184, 852)
article-pompidou (1192, 41, 1568, 388)
headline: 200 ΟΙ ΑΠΟ ΟΙ ΔΙΑΓΡΑΦΟΜΕΝΟΙ ΥΠΟ ΤΟΥ ΠΑΠΑ (448, 358, 612, 403)
article-body: ΛΑ ΠΑΖ, Βολιβία, 9. (Ρώυτερ). — Ὁ Πρόεδρος τῆς Βολιβίας διέφυγεν ἀπόπειραν δολοφονίας κατά τήν διάρκειαν ἐπισήμου τελετῆς. (437, 544, 623, 572)
subhead: ΕΙΣ ΟΥΑΣΙΓΚΤΩΝ (197, 333, 279, 344)
column-2 (437, 39, 623, 2380)
article-body: ΒΟΝΝΗ, 9. (Ἀσ. Πρές). — Ἡ Κυβέρνησις τῆς Δυτικῆς Γερμανίας διεμαρτυρήθη πρός τήν Καμπόδιαν διά τήν ἀναγνώρισιν τῆς Ἀνατολικῆς Γερμανίας. (1192, 675, 1568, 694)
article-body: ΑΘΗΝΑΙ, 9. — Ἀρχίζει ἡ διανομή μεταξοσπόρων εἰς τούς σηροτρόφους τῆς χώρας. (437, 920, 623, 939)
article-body: ΠΑΡΙΣΙΟΙ, 9. (Ἀσ. Πρές). — Ἀμερικανοί ἐπίσημοι ἀπέδωσαν ἐπί τῇ πρώτῃ ἀντιδράσει τῶν προτάσεων τῶν Βιετ Κόγκ ὅτι αὗται διαπνέονται ὑπό πνεύματος περισσότερον διαλλακτικοῦ ἤ αἱ προηγούμεναι. Ἡ Κυβέρνησις τῆς Σαϊγκόν θεωρεῖ ὅτι αἱ προτάσεις περιέχουν στοιχεῖα δυνάμενα νά ἀποτελέσουν βάσιν διαπραγματεύσεως, ἀλλ' ἐπιφυλάσσεται μέχρι λεπτομερεστέρας μελέτης. Εἰς τήν Οὐάσιγκτων οἱ ἁρμόδιοι μελετοῦν τό κείμενον μετά προσοχῆς καί ἀναμένεται ἡ ἐπίσημος ἀπάντησις ἐντός τῶν προσεχῶν ἡμερῶν. Οἱ παρατηρηταί ἐκτιμοῦν ὅτι αἱ διαπραγματεύσεις τῶν Παρισίων δύνανται νά εἰσέλθουν εἰς νέαν φάσιν. Ὁ ἐκπρόσωπος τοῦ Λευκοῦ Οἴκου ἐδήλωσεν ὅτι ἡ Ἀμερική ἐπιθυμεῖ εἰλικρινῶς τήν εἰρηνικήν λύσιν τοῦ προβλήματος. (635, 348, 1184, 405)
column-rule (629, 39, 630, 2380)
article-regent (437, 815, 623, 877)
article-cambodia (1192, 642, 1568, 741)
article-body: ΑΘΗΝΑΙ, 9. — Ἐπῆλθε τό ἀπόγευμα ἡ μεγάλη ἐπιτελική ἄσκησις τοῦ ΝΑΤΟ εἰς τήν ὁποίαν ἔλαβον μέρος ἀξιωματικοί τῶν συμμαχικῶν χωρῶν. Κατά τήν διάρκειαν τῆς ἀσκήσεως ἐξητάσθησαν θέματα ἀμύνης τῆς νοτιοανατολικῆς πτέρυγος τῆς Συμμαχίας. (437, 290, 623, 347)
article-body: ΑΘΗΝΑΙ, 9. — Ρυθμίζεται συντόμως τό θέμα τῆς ἀναγκαστικῆς ὑποβολῆς προσφορῶν εἰς τάς δημοπρασίας διά τήν ἐκτέλεσιν δημοσίων ἔργων. Αἱ μεγάλαι ἐκπτώσεις, αἱ ὁποῖαι παρατηροῦνται κατά τάς δημοπρασίας, ἀποβαίνουν εἰς βάρος τῆς ποιότητος τῶν κατασκευῶν, διότι οἱ ἐργολάβοι ἀναγκάζονται νά περιορίζουν τάς δαπάνας. Τό Ὑπουργεῖον Δημοσίων Ἔργων μελετᾷ μέτρα διά τόν καθορισμόν ἀνωτάτου ὁρίου ἐκπτώσεως καί διά τόν αὐστηρότερον ἔλεγχον τῶν ἐκτελουμένων ἔργων. Ἐπίσης προβλέπεται ἡ καθιέρωσις μητρῴου ἐργοληπτῶν καί ἡ κατάταξις αὐτῶν εἰς κατηγορίας ἀναλόγως τῆς ἐμπειρίας καί τῆς οἰκονομικῆς των ἐπιφανείας. Διά τῶν μέτρων τούτων ἐπιδιώκεται ἡ ἐξασφάλισις τῆς ποιότητος καί τῆς ταχείας ἀποπερατώσεως τῶν δημοσίων ἔργων. (47, 544, 429, 629)
column-3 (635, 39, 1184, 2380)
article-body: ΠΑΡΙΣΙΟΙ, 9. (Ἰδ. ὑπηρ.). — Τρομακτική χαρακτηρίζεται ὑπό τῶν ἁρμοδίων ἡ αὔξησις τῆς ἐγκληματικότητος εἰς τήν Γαλλίαν κατά τό τελευταῖον ἔτος. (1192, 562, 1568, 581)
article-body: ΑΘΗΝΑΙ, 9. — Ἐπῆλθε τό ἀπόγευμα ἡ μεγάλη ἐπιτελική ἄσκησις τοῦ ΝΑΤΟ εἰς τήν ὁποίαν ἔλαβον μέρος ἀξιωματικοί τῶν συμμαχικῶν χωρῶν. Κατά τήν διάρκειαν τῆς ἀσκήσεως ἐξητάσθησαν θέματα ἀμύνης τῆς νοτιοανατολικῆς πτέρυγος τῆς Συμμαχίας. (437, 91, 623, 147)
headline: ΕΥΜΕΝΩΣ ΑΠΕΧΩΡΗΣΕΝ Η ΑΠΟΦΑΣΙΣ ΤΗΣ ΒΟΝΝΗΣ ΝΑ ΜΗ ΠΡΟΒΗ ΕΙΣ ΑΝΑΤΙΜΗΣΙΝ ΤΟΥ ΜΑΡΚΟΥ (645, 611, 1174, 693)
article-china (1192, 868, 1568, 967)
headline: ΕΙΣΑΓΩΓΗ ΖΑΧΑΡΕΩΣ ΕΚ ΤΗΣ ΑΙΓΥΠΤΟΥ (441, 742, 619, 772)
article-body: ΑΘΗΝΑΙ, 9. — Ἐκ τοῦ Οἴκου τοῦ Ἀντιβασιλέως ἀνακοινοῦται ὅτι ἡ Α.Ε. ὁ Ἀντιβασιλεύς ἐδέχθη σήμερον εἰς ἀκρόασιν τούς κ.κ. Ὑπουργούς. (437, 848, 623, 876)
headline: ΕΦΟΝΕΥΣΕ ΤΗΝ ΠΑΡΑΛΥΤΟΝ ΘΥΓΑΤΕΡΑ ΤΟΥ ΚΑΙ ΤΗΝ ΑΣΘΕΝΟΥΣΑΝ ΣΥΖΥΓΟΝ ΤΟΥ ΔΙΟΤΙ ΔΕΝ ΗΔΥΝΑΤΟ ΠΛΕΟΝ ΝΑ ΕΡΓΑΖΕΤΑΙ (57, 643, 419, 703)
article-body: ΜΠΙΡΜΙΓΧΑΜ, 9. (Ἀσ. Πρές) — Ὁμάδες φοιτητῶν συνεκρούσθησαν κατά τήν διάρκειαν τῆς ἐπισκέψεως τοῦ Ἄγγλου πολιτικοῦ κ. Ἔνοχ Πάουελ εἰς τό Πανεπιστήμιον. Ὁ ὁμιλητής ἀπεδοκιμάσθη ἐντόνως ὑπό τῶν συγκεντρωθέντων φοιτητῶν, οἱ ὁποῖοι ἐκραύγαζον συνθήματα κατά τῆς πολιτικῆς του. Ἡ ἀστυνομία ἐπενέβη διά νά ἀποκαταστήσῃ τήν τάξιν καί ἀρκετοί φοιτηταί συνελήφθησαν. Κατά τάς ἐπισήμους πληροφορίας ἐτραυματίσθησαν ἐλαφρῶς ἀστυνομικοί καί φοιτηταί. Τό πλῆθος παρέμεινε πρό τοῦ κτιρίου μέχρι τῆς ἀναχωρήσεως τοῦ κ. Πάουελ. (47, 262, 429, 327)
article-body: ΒΡΥΞΕΛΛΑΙ, 9. (Ὑπηρ. Τύπου). — Σημαντικαί πρόοδοι ἐσημειώθησαν κατά τάς ἐργασίας τῆς ἐπιτροπῆς διά τήν βιομηχανίαν τοῦ ΝΑΤΟ, ἡ ὁποία συνῆλθεν εἰς Βρυξέλλας. (1192, 449, 1568, 468)
headline: Ο ΡΟΤΖΕΡΣ ΜΕΤΑΒΑΙΝΕΙ ΕΙΣ ΝΟΤ. ΒΙΕΤΝΑΜ (659, 492, 1160, 520)
headline: ΕΠΕΣΗΜΑΝΘΗΣΑΝ ΕΙΣ ΤΗΝ ΘΑΛΑΣΣΑΝ ΤΗΣ ΚΟΡΕΑΣ ΠΟΛΕΜΙΚΑ ΠΛΟΙΑ ΤΩΝ ΗΝ. ΠΟΛΙΤΕΙΩΝ ΚΑΙ ΤΗΣ ΡΩΣΙΑΣ (1208, 754, 1551, 785)
article-body: ΠΡΑΓΑ, 9. (Ρώυτερ). — Καλῶς πληροφορημέναι πηγαί ἐβεβαίωσαν ὅτι ὁ Σοβιετικός Ὑπουργός τῶν Ἐξωτερικῶν καί ὁ Ὑπουργός Ἀμύνης θά μεταβοῦν εἰς Πράγαν πρός διεξαγωγήν συνομιλιῶν. Κύριος σκοπός τῶν ἐπαφῶν εἶναι ἡ ὀργάνωσις τῆς συνδιασκέψεως κορυφῆς τῶν κομμουνιστικῶν χωρῶν. ΑΓΓΛΙΚΑΙ ΑΠΟΨΕΙΣ — ΚΙΝΕΖΙΚΟΝ ΥΠΟΜΝΗΜΑ. (635, 1063, 1184, 1092)
headline: Ο «ΦΙΓΚΑΡΟ» ΔΙΑΚΟΠΤΕΙ ΤΗΝ ΕΚΔΟΣΙΝ ΤΟΥ ΛΟΓΩ ΔΙΑΦΩΝΙΑΣ ΣΥΝΤΑΚΤΩΝ - ΙΔΙΟΚΤΗΤΩΝ (55, 841, 421, 881)
article-crime (1192, 529, 1568, 628)
article-body: ΠΡΑΓΑ, 9. (Ρώυτερ). — Καλῶς πληροφορημέναι πηγαί ἐβεβαίωσαν ὅτι ὁ Σοβιετικός Ὑπουργός τῶν Ἐξωτερικῶν καί ὁ Ὑπουργός Ἀμύνης θά μεταβοῦν εἰς Πράγαν πρός διεξαγωγήν συνομιλιῶν. Κύριος σκοπός τῶν ἐπαφῶν εἶναι ἡ ὀργάνωσις τῆς συνδιασκέψεως κορυφῆς τῶν κομμουνιστικῶν χωρῶν. ΑΓΓΛΙΚΑΙ ΑΠΟΨΕΙΣ — ΚΙΝΕΖΙΚΟΝ ΥΠΟΜΝΗΜΑ. (635, 1119, 1184, 1148)
article-body: ΠΑΡΙΣΙΟΙ, 9. (Ρώυτερ). — Ὁ ὑποψήφιος διά τήν Προεδρίαν τῆς Γαλλικῆς Δημοκρατίας κ. Ζώρζ Πομπιντού ἐδήλωσεν ὅτι ἐάν ἐκλεγῇ θά περιβάλῃ τό Κοινοβούλιον μέ εὐρυτέρας ἁρμοδιότητας. Ὡς πρός τήν εἴσοδον τῆς Μεγάλης Βρεταννίας εἰς τήν Κοινήν Ἀγοράν ἐτήρησε στάσιν ἐπιφυλακτικήν, τονίσας ὅτι πρέπει νά ἐξετασθοῦν προσεκτικῶς αἱ συνέπειαι διά τήν Κοινότητα. ΒΕΒΑΙΟΣ Ο ΠΟΜΠΙΝΤΟΥ — Η ΥΠΟΨΗΦΙΟΤΗΣ ΟΙΚΟΝΟΜΟΥ. (1192, 294, 1568, 341)
article-body: ΚΑΝΝΑΙ, 9. (Ἰδ. ὑπηρ.). — Μέ τήν προβολήν τῆς ταινίας «Γλυκεία Φιλανθρωπία» ἤρχισε τό 22ον Φεστιβάλ Ταινιῶν εἰς τάς Κάννας. (1192, 1013, 1514, 1033)
headline: ΤΡΟΜΑΚΤΙΚΗ ΧΑΡΑΚΤΗΡΙΖΕΤΑΙ ΥΠΟ ΤΗΝ ΑΡΜΟΔΙΩΝ Η ΑΥΞΗΣΙΣ ΤΗΣ ΕΓΚΛΗΜΑΤΙΚΟΤΗΤΟΣ ΕΙΣ ΤΗΝ ΓΑΛΛΙΑΝ (1210, 529, 1549, 559)
article-body: ΠΑΡΙΣΙΟΙ, 9. (Ἀσ. Πρές). — Ἀμερικανοί ἐπίσημοι ἀπέδωσαν ἐπί τῇ πρώτῃ ἀντιδράσει τῶν προτάσεων τῶν Βιετ Κόγκ ὅτι αὗται διαπνέονται ὑπό πνεύματος περισσότερον διαλλακτικοῦ ἤ αἱ προηγούμεναι. Ἡ Κυβέρνησις τῆς Σαϊγκόν θεωρεῖ ὅτι αἱ προτάσεις περιέχουν στοιχεῖα δυνάμενα νά ἀποτελέσουν βάσιν διαπραγματεύσεως, ἀλλ' ἐπιφυλάσσεται μέχρι λεπτομερεστέρας μελέτης. Εἰς τήν Οὐάσιγκτων οἱ ἁρμόδιοι μελετοῦν τό κείμενον μετά προσοχῆς καί ἀναμένεται ἡ ἐπίσημος ἀπάντησις ἐντός τῶν προσεχῶν ἡμερῶν. Οἱ παρατηρηταί ἐκτιμοῦν ὅτι αἱ διαπραγματεύσεις τῶν Παρισίων δύνανται νά εἰσέλθουν εἰς νέαν φάσιν. Ὁ ἐκπρόσωπος τοῦ Λευκοῦ Οἴκου ἐδήλωσεν ὅτι ἡ Ἀμερική ἐπιθυμεῖ εἰλικρινῶς τήν εἰρηνικήν λύσιν τοῦ προβλήματος. (635, 292, 1184, 348)
article-body: Τόν προσφιλῆ μας σύζυγον, πατέρα καί πάππον ΑΝΤΩΝΙΟΝ ΠΡΙΝΤΖΗΝ ἐτῶν 69 κηδεύομεν σήμερον. (437, 1108, 623, 1137)
headline: ΜΑΚΡΟΧΡΟΝΙΟΝ ΣΧΕΔΙΟΝ ΑΠΟΦΥΓΗΣ ΚΡΙΣΕΩΝ ΣΥΖΗΤΟΥΝ ΑΙ ΝΟΜΙΣΜΑΤΙΚΑΙ ΑΡΧΑΙ ΤΗΣ ΕΟΚ (53, 1095, 423, 1155)
